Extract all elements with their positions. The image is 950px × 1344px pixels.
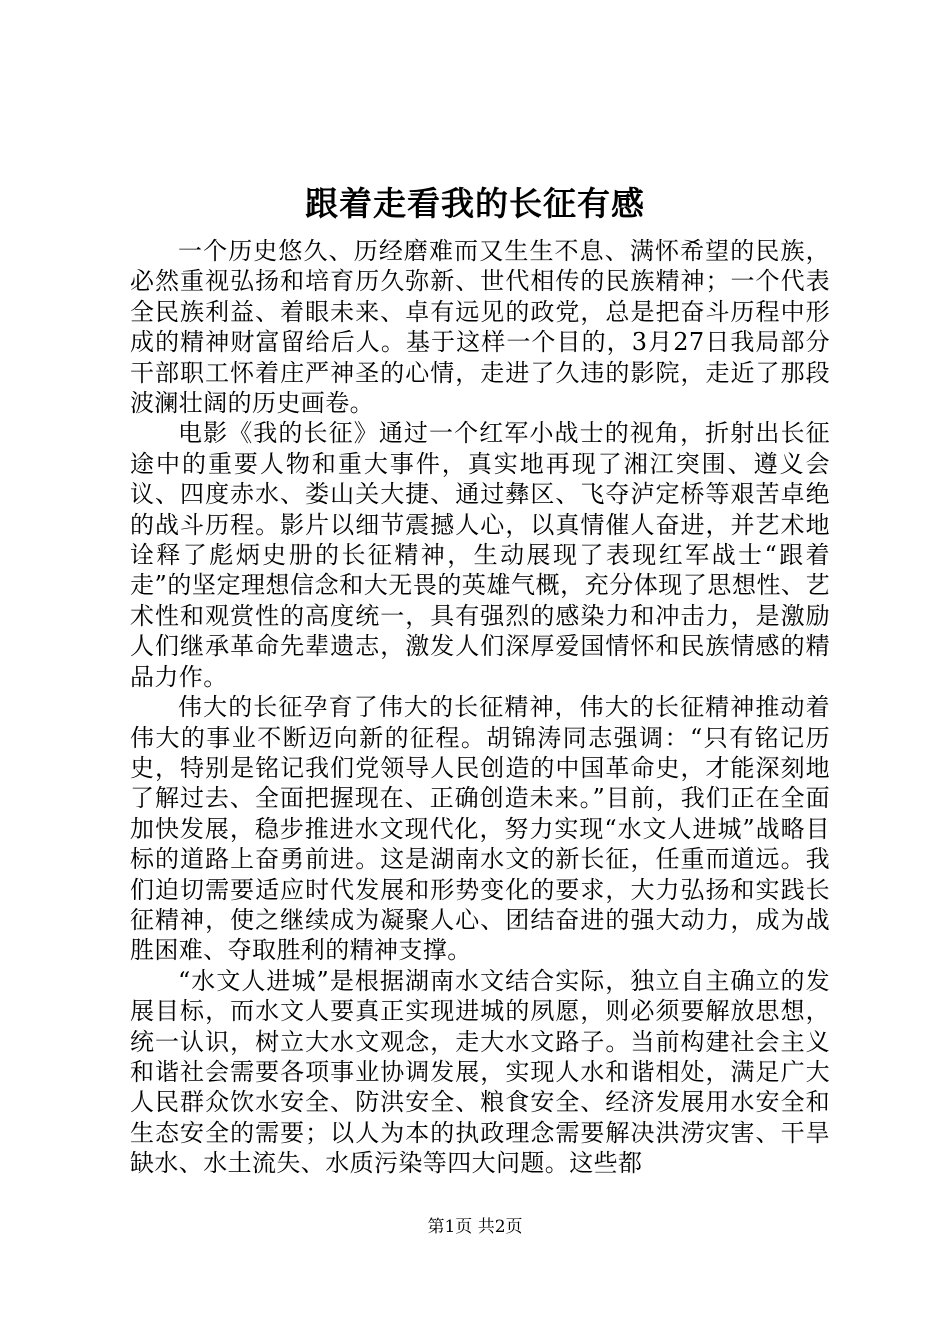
paragraph-2: 电影《我的长征》通过一个红军小战士的视角，折射出长征途中的重要人物和重大事件，真实地再现了湘江突围、遵义会议、四度赤水、娄山关大捷、通过彝区、飞夺泸定桥等艰苦卓绝的战斗历程。影片以细节震撼人心，以真情催人奋进，并艺术地诠释了彪炳史册的长征精神，生动展现了表现红军战士“跟着走”的坚定理想信念和大无畏的英雄气概，充分体现了思想性、艺术性和观赏性的高度统一，具有强烈的感染力和冲击力，是激励人们继承革命先辈遗志，激发人们深厚爱国情怀和民族情感的精品力作。 [130, 419, 830, 691]
document-title: 跟着走看我的长征有感 [305, 184, 645, 223]
page-footer: 第1页 共2页 [427, 1217, 523, 1237]
paragraph-3: 伟大的长征孕育了伟大的长征精神，伟大的长征精神推动着伟大的事业不断迈向新的征程。胡锦涛同志强调：“只有铭记历史，特别是铭记我们党领导人民创造的中国革命史，才能深刻地了解过去、全面把握现在、正确创造未来。”目前，我们正在全面加快发展，稳步推进水文现代化，努力实现“水文人进城”战略目标的道路上奋勇前进。这是湖南水文的新长征，任重而道远。我们迫切需要适应时代发展和形势变化的要求，大力弘扬和实践长征精神，使之继续成为凝聚人心、团结奋进的强大动力，成为战胜困难、夺取胜利的精神支撑。 [130, 693, 830, 965]
document-body [130, 236, 830, 1179]
paragraph-1: 一个历史悠久、历经磨难而又生生不息、满怀希望的民族，必然重视弘扬和培育历久弥新、世代相传的民族精神；一个代表全民族利益、着眼未来、卓有远见的政党，总是把奋斗历程中形成的精神财富留给后人。基于这样一个目的，3月27日我局部分干部职工怀着庄严神圣的心情，走进了久违的影院，走近了那段波澜壮阔的历史画卷。 [130, 237, 830, 418]
paragraph-4: “水文人进城”是根据湖南水文结合实际，独立自主确立的发展目标，而水文人要真正实现进城的夙愿，则必须要解放思想，统一认识，树立大水文观念，走大水文路子。当前构建社会主义和谐社会需要各项事业协调发展，实现人水和谐相处，满足广大人民群众饮水安全、防洪安全、粮食安全、经济发展用水安全和生态安全的需要；以人为本的执政理念需要解决洪涝灾害、干旱缺水、水土流失、水质污染等四大问题。这些都 [130, 966, 830, 1178]
